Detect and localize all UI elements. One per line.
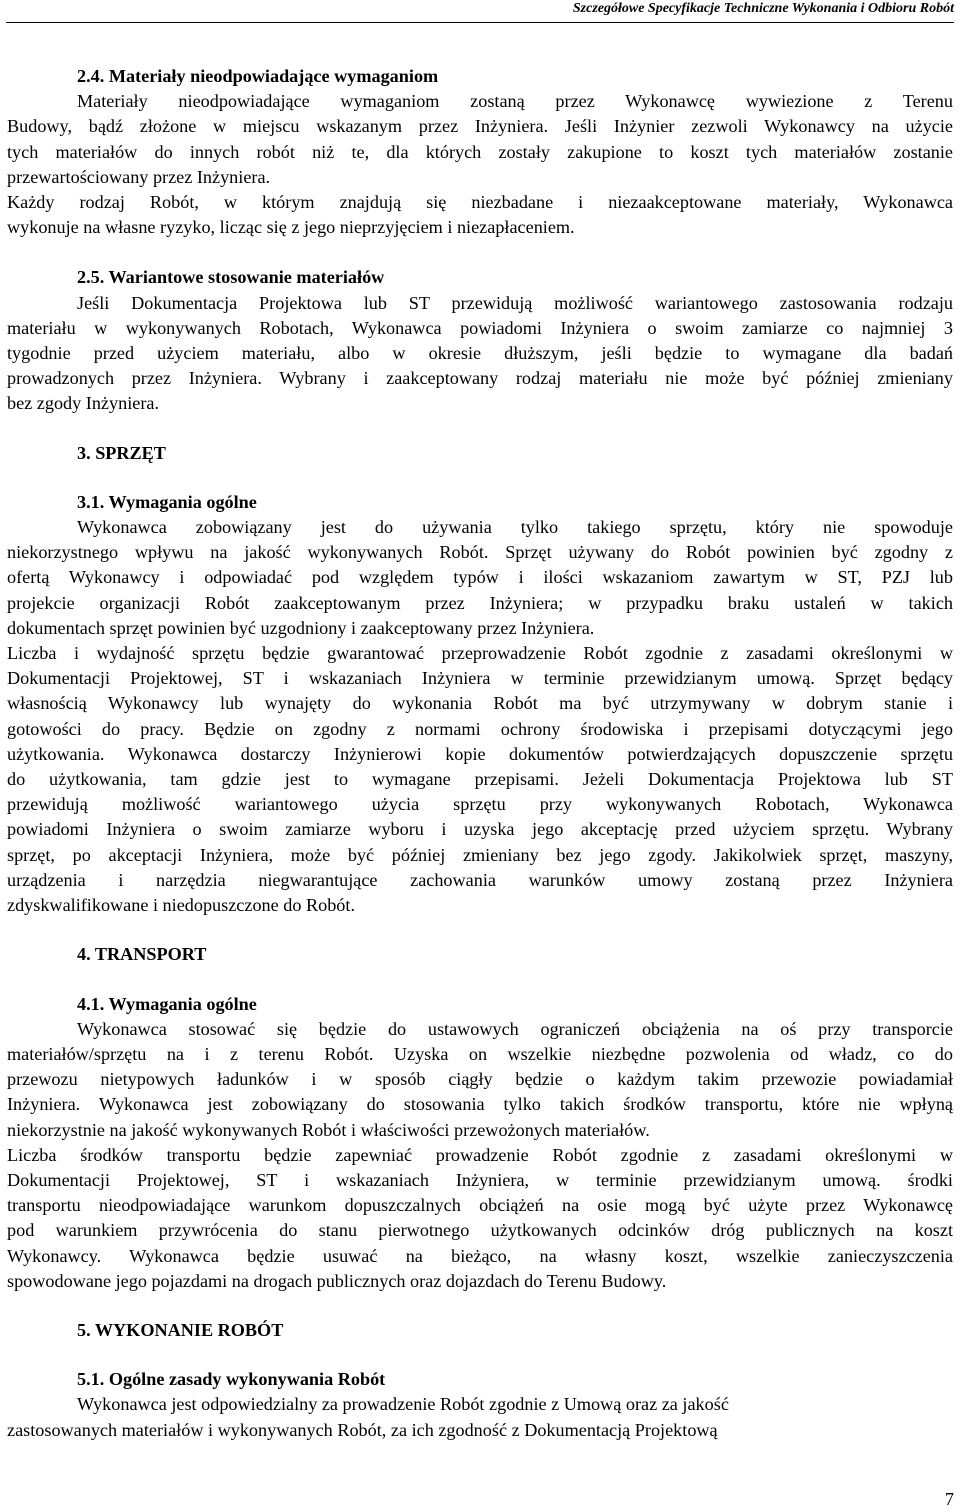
paragraph-line: pod warunkiem przywrócenia do stanu pierwotnego użytkowanych odcinków dróg publicznych na koszt xyxy=(7,1220,953,1241)
section-heading-5: 5. WYKONANIE ROBÓT xyxy=(77,1319,284,1340)
section-heading-4: 4. TRANSPORT xyxy=(77,944,207,965)
paragraph-line: Wykonawca stosować się będzie do ustawowych ograniczeń obciążenia na oś przy transporcie xyxy=(77,1018,953,1039)
paragraph-line: Inżyniera. Wykonawca jest zobowiązany do stosowania tylko takich środków transportu, które nie wpłyną xyxy=(7,1094,953,1115)
paragraph-line: bez zgody Inżyniera. xyxy=(7,393,159,414)
section-heading-3: 3. SPRZĘT xyxy=(77,442,166,463)
paragraph-line: transportu nieodpowiadające warunkom dopuszczalnych obciążeń na osie mogą być użyte przez Wykonawcę xyxy=(7,1195,953,1216)
paragraph-line: zdyskwalifikowane i niedopuszczone do Robót. xyxy=(7,895,356,916)
spacer xyxy=(7,466,953,490)
section-heading-2-5: 2.5. Wariantowe stosowanie materiałów xyxy=(77,267,385,288)
paragraph-line: tygodnie przed użyciem materiału, albo w okresie dłuższym, jeśli będzie to wymagane dla badań xyxy=(7,343,953,364)
paragraph-line: dokumentach sprzęt powinien być uzgodniony i zaakceptowany przez Inżyniera. xyxy=(7,617,595,638)
paragraph-line: przewidują możliwość wariantowego użycia sprzętu przy wykonywanych Robotach, Wykonawca xyxy=(7,794,953,815)
paragraph-line: projekcie organizacji Robót zaakceptowanym przez Inżyniera; w przypadku braku ustaleń w takich xyxy=(7,592,953,613)
paragraph-line: przewozu nietypowych ładunków i w sposób ciągły będzie o każdym takim przewozie powiadamiał xyxy=(7,1069,953,1090)
paragraph-line: spowodowane jego pojazdami na drogach publicznych oraz dojazdach do Terenu Budowy. xyxy=(7,1270,667,1291)
paragraph-line: Jeśli Dokumentacja Projektowa lub ST przewidują możliwość wariantowego zastosowania rodzaju xyxy=(77,292,953,313)
paragraph-line: powiadomi Inżyniera o swoim zamiarze wyboru i uzyska jego akceptację przed użyciem sprzętu. Wybrany xyxy=(7,819,953,840)
running-header: Szczegółowe Specyfikacje Techniczne Wykonania i Odbioru Robót xyxy=(572,1,954,16)
paragraph-line: Dokumentacji Projektowej, ST i wskazaniach Inżyniera w terminie przewidzianym umową. Sprzęt będący xyxy=(7,668,953,689)
paragraph-line: Liczba i wydajność sprzętu będzie gwarantować przeprowadzenie Robót zgodnie z zasadami określonymi w xyxy=(7,643,953,664)
paragraph-line: użytkowania. Wykonawca dostarczy Inżynierowi kopie dokumentów potwierdzających dopuszczenie sprzętu xyxy=(7,743,953,764)
paragraph-line: Liczba środków transportu będzie zapewniać prowadzenie Robót zgodnie z zasadami określonymi w xyxy=(7,1144,953,1165)
paragraph-line: ofertą Wykonawcy i odpowiadać pod względem typów i ilości wskazaniom zawartym w ST, PZJ lub xyxy=(7,567,953,588)
paragraph-line: Wykonawcy. Wykonawca będzie usuwać na bieżąco, na własny koszt, wszelkie zanieczyszczenia xyxy=(7,1245,953,1266)
paragraph-line: własnością Wykonawcy lub wynajęty do wykonania Robót ma być utrzymywany w dobrym stanie i xyxy=(7,693,953,714)
section-heading-2-4: 2.4. Materiały nieodpowiadające wymaganiom xyxy=(77,66,439,86)
paragraph-line: Dokumentacji Projektowej, ST i wskazaniach Inżyniera, w terminie przewidzianym umową. środki xyxy=(7,1169,953,1190)
paragraph-line: niekorzystnie na jakość wykonywanych Robót i właściwości przewożonych materiałów. xyxy=(7,1119,650,1140)
paragraph-line: gotowości do pracy. Będzie on zgodny z normami ochrony środowiska i przepisami dotyczącymi jego xyxy=(7,718,953,739)
section-heading-5-1: 5.1. Ogólne zasady wykonywania Robót xyxy=(77,1369,386,1390)
paragraph-line: do użytkowania, tam gdzie jest to wymagane przepisami. Jeżeli Dokumentacja Projektowa lub ST xyxy=(7,769,953,790)
spacer xyxy=(7,968,953,992)
document-body xyxy=(7,64,953,1443)
spacer xyxy=(7,1294,953,1318)
header-rule xyxy=(6,22,954,23)
page-number: 7 xyxy=(944,1489,954,1509)
paragraph-line: prowadzonych przez Inżyniera. Wybrany i zaakceptowany rodzaj materiału nie może być później zmieniany xyxy=(7,368,953,389)
paragraph-line: tych materiałów do innych robót niż te, dla których zostały zakupione to koszt tych materiałów zostanie xyxy=(7,141,953,162)
section-heading-3-1: 3.1. Wymagania ogólne xyxy=(77,491,257,512)
paragraph-line: Wykonawca jest odpowiedzialny za prowadzenie Robót zgodnie z Umową oraz za jakość xyxy=(77,1394,729,1415)
paragraph-line: zastosowanych materiałów i wykonywanych Robót, za ich zgodność z Dokumentacją Projektową xyxy=(7,1419,718,1440)
paragraph-line: Materiały nieodpowiadające wymaganiom zostaną przez Wykonawcę wywiezione z Terenu xyxy=(77,91,953,112)
section-heading-4-1: 4.1. Wymagania ogólne xyxy=(77,993,257,1014)
paragraph-line: sprzęt, po akceptacji Inżyniera, może być później zmieniany bez jego zgody. Jakikolwiek sprzęt, maszyny, xyxy=(7,844,953,865)
paragraph-line: urządzenia i narzędzia niegwarantujące zachowania warunków umowy zostaną przez Inżyniera xyxy=(7,869,953,890)
spacer xyxy=(7,417,953,441)
paragraph-line: Każdy rodzaj Robót, w którym znajdują się niezbadane i niezaakceptowane materiały, Wykonawca xyxy=(7,192,953,213)
paragraph-line: Wykonawca zobowiązany jest do używania tylko takiego sprzętu, który nie spowoduje xyxy=(77,517,953,538)
spacer xyxy=(7,918,953,942)
paragraph-line: materiału w wykonywanych Robotach, Wykonawca powiadomi Inżyniera o swoim zamiarze co najmniej 3 xyxy=(7,317,953,338)
spacer xyxy=(7,1343,953,1367)
spacer xyxy=(7,240,953,265)
paragraph-line: przewartościowany przez Inżyniera. xyxy=(7,166,271,187)
paragraph-line: niekorzystnego wpływu na jakość wykonywanych Robót. Sprzęt używany do Robót powinien być zgodny z xyxy=(7,542,953,563)
paragraph-line: Budowy, bądź złożone w miejscu wskazanym przez Inżyniera. Jeśli Inżynier zezwoli Wykonawcy na użycie xyxy=(7,116,953,137)
paragraph-line: materiałów/sprzętu na i z terenu Robót. Uzyska on wszelkie niezbędne pozwolenia od władz, co do xyxy=(7,1043,953,1064)
paragraph-line: wykonuje na własne ryzyko, licząc się z jego nieprzyjęciem i niezapłaceniem. xyxy=(7,217,575,238)
